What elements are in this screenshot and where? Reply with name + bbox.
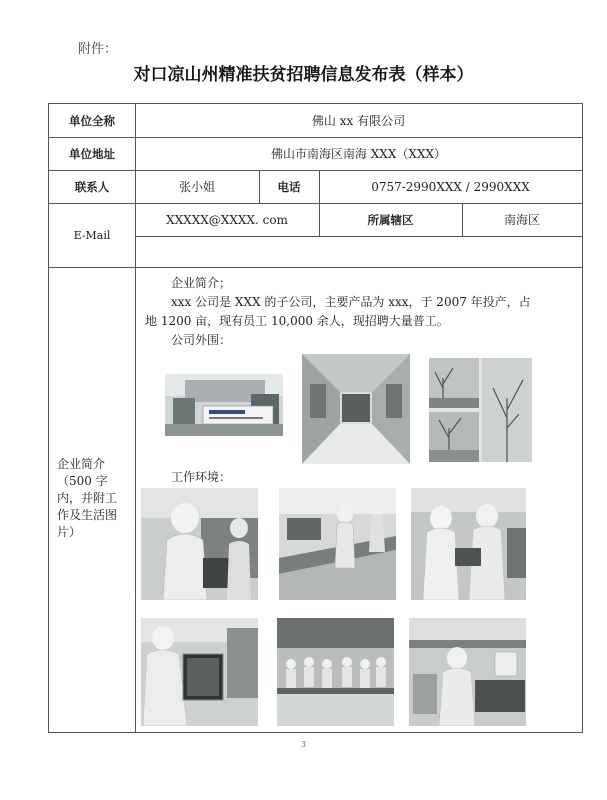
- intro-heading: 企业简介；: [171, 276, 232, 290]
- district-value: 南海区: [503, 213, 540, 227]
- intro-label-line: 企业简介: [57, 457, 106, 471]
- corridor-photo: [302, 354, 410, 464]
- assembly-hall-photo: [277, 618, 394, 726]
- unit-name-label: 单位全称: [69, 113, 115, 128]
- attachment-label: 附件：: [78, 42, 118, 57]
- district-label: 所属辖区: [367, 212, 414, 227]
- intro-paragraph-line: 地 1200 亩，现有员工 10,000 余人，现招聘大量普工。: [145, 314, 449, 328]
- email-label: E-Mail: [73, 228, 111, 242]
- work-environment-label: 工作环境：: [171, 470, 232, 484]
- worker-cleanroom-photo: [141, 488, 258, 600]
- recruitment-form-table: [48, 103, 583, 733]
- address-value: 佛山市南海区南海 XXX（XXX）: [270, 147, 447, 161]
- phone-value: 0757-2990XXX / 2990XXX: [371, 179, 530, 194]
- intro-label-line: 内，并附工: [57, 491, 118, 505]
- contact-value: 张小姐: [178, 180, 215, 194]
- contact-label: 联系人: [74, 179, 110, 194]
- email-value: XXXXX@XXXX. com: [166, 212, 288, 227]
- unit-name-value: 佛山 xx 有限公司: [311, 114, 406, 128]
- page-number: 3: [300, 740, 307, 749]
- company-intro-text: [145, 274, 577, 350]
- factory-gate-sign-photo: [165, 374, 283, 436]
- worker-inspecting-panel-photo: [141, 618, 258, 726]
- phone-label: 电话: [277, 179, 301, 194]
- page-title: 对口凉山州精准扶贫招聘信息发布表（样本）: [133, 65, 474, 85]
- workers-gowned-photo: [411, 488, 526, 600]
- address-label: 单位地址: [69, 146, 115, 161]
- intro-paragraph-line: xxx 公司是 XXX 的子公司，主要产品为 xxx，于 2007 年投产，占: [171, 295, 531, 309]
- intro-section-label: [57, 456, 135, 541]
- intro-label-line: 片）: [57, 525, 82, 539]
- trees-courtyard-photo: [429, 358, 532, 462]
- production-line-photo: [279, 488, 396, 600]
- worker-lab-station-photo: [409, 618, 526, 726]
- intro-label-line: 作及生活图: [57, 508, 118, 522]
- exterior-label: 公司外围：: [171, 333, 232, 347]
- intro-label-line: （500 字: [57, 474, 108, 488]
